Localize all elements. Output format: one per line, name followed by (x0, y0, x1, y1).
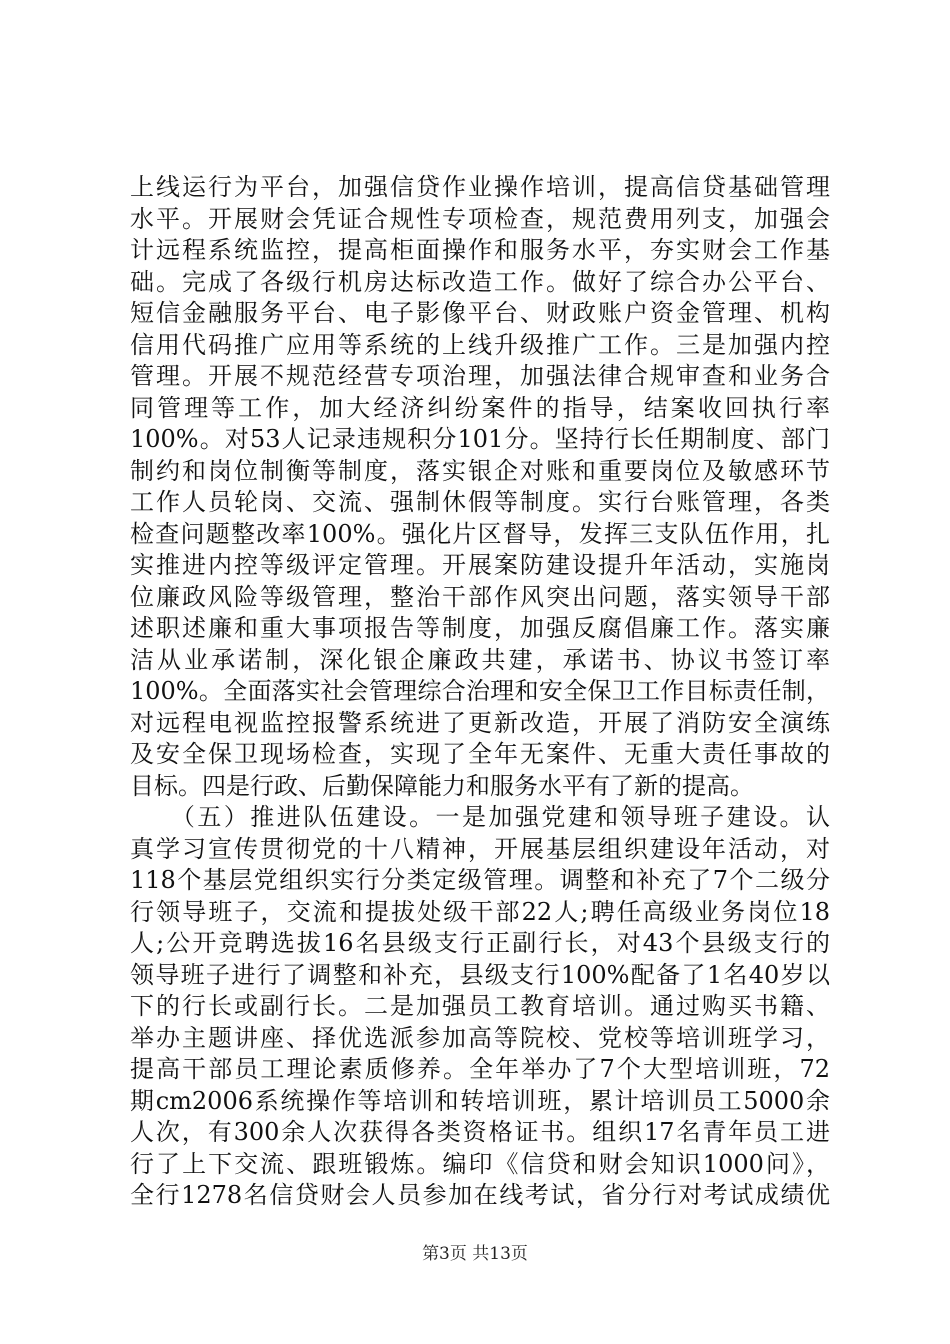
text-line: 同管理等工作，加大经济纠纷案件的指导，结案收回执行率 (130, 393, 830, 422)
text-line: 础。完成了各级行机房达标改造工作。做好了综合办公平台、 (130, 267, 830, 296)
text-line: 述职述廉和重大事项报告等制度，加强反腐倡廉工作。落实廉 (130, 614, 830, 642)
body-text (130, 172, 830, 1212)
text-line: 领导班子进行了调整和补充，县级支行100%配备了1名40岁以 (130, 960, 830, 989)
text-line: 118个基层党组织实行分类定级管理。调整和补充了7个二级分 (130, 866, 830, 894)
text-line: 下的行长或副行长。二是加强员工教育培训。通过购买书籍、 (130, 992, 830, 1020)
text-line: 位廉政风险等级管理，整治干部作风突出问题，落实领导干部 (130, 582, 830, 611)
text-line: 洁从业承诺制，深化银企廉政共建，承诺书、协议书签订率 (130, 645, 830, 674)
text-line: 100%。全面落实社会管理综合治理和安全保卫工作目标责任制， (130, 677, 830, 705)
text-line: 人次，有300余人次获得各类资格证书。组织17名青年员工进 (130, 1118, 830, 1146)
text-line: 短信金融服务平台、电子影像平台、财政账户资金管理、机构 (130, 299, 830, 327)
text-line: 上线运行为平台，加强信贷作业操作培训，提高信贷基础管理 (130, 173, 830, 201)
page-footer: 第3页 共13页 (422, 1244, 528, 1264)
text-line: 实推进内控等级评定管理。开展案防建设提升年活动，实施岗 (130, 551, 830, 579)
text-line: 对远程电视监控报警系统进了更新改造，开展了消防安全演练 (130, 708, 830, 737)
text-line: 行了上下交流、跟班锻炼。编印《信贷和财会知识1000问》， (130, 1149, 830, 1178)
text-line: 制约和岗位制衡等制度，落实银企对账和重要岗位及敏感环节 (130, 456, 830, 485)
text-line: （五）推进队伍建设。一是加强党建和领导班子建设。认 (130, 803, 830, 831)
text-line: 管理。开展不规范经营专项治理，加强法律合规审查和业务合 (130, 362, 830, 390)
text-line: 行领导班子，交流和提拔处级干部22人;聘任高级业务岗位18 (130, 897, 830, 926)
text-line: 计远程系统监控，提高柜面操作和服务水平，夯实财会工作基 (130, 236, 830, 264)
text-line: 100%。对53人记录违规积分101分。坚持行长任期制度、部门 (130, 425, 830, 453)
text-line: 信用代码推广应用等系统的上线升级推广工作。三是加强内控 (130, 330, 830, 359)
text-line: 期cm2006系统操作等培训和转培训班，累计培训员工5000余 (130, 1086, 830, 1115)
text-line: 水平。开展财会凭证合规性专项检查，规范费用列支，加强会 (130, 204, 830, 233)
text-line: 目标。四是行政、后勤保障能力和服务水平有了新的提高。 (130, 771, 754, 800)
text-line: 及安全保卫现场检查，实现了全年无案件、无重大责任事故的 (130, 740, 830, 768)
text-line: 举办主题讲座、择优选派参加高等院校、党校等培训班学习， (130, 1023, 830, 1052)
text-line: 工作人员轮岗、交流、强制休假等制度。实行台账管理，各类 (130, 488, 830, 516)
text-line: 真学习宣传贯彻党的十八精神，开展基层组织建设年活动，对 (130, 834, 830, 863)
text-line: 检查问题整改率100%。强化片区督导，发挥三支队伍作用，扎 (130, 519, 830, 548)
text-line: 全行1278名信贷财会人员参加在线考试，省分行对考试成绩优 (130, 1181, 830, 1209)
text-line: 人;公开竞聘选拔16名县级支行正副行长，对43个县级支行的 (130, 929, 830, 957)
text-line: 提高干部员工理论素质修养。全年举办了7个大型培训班，72 (130, 1055, 830, 1083)
